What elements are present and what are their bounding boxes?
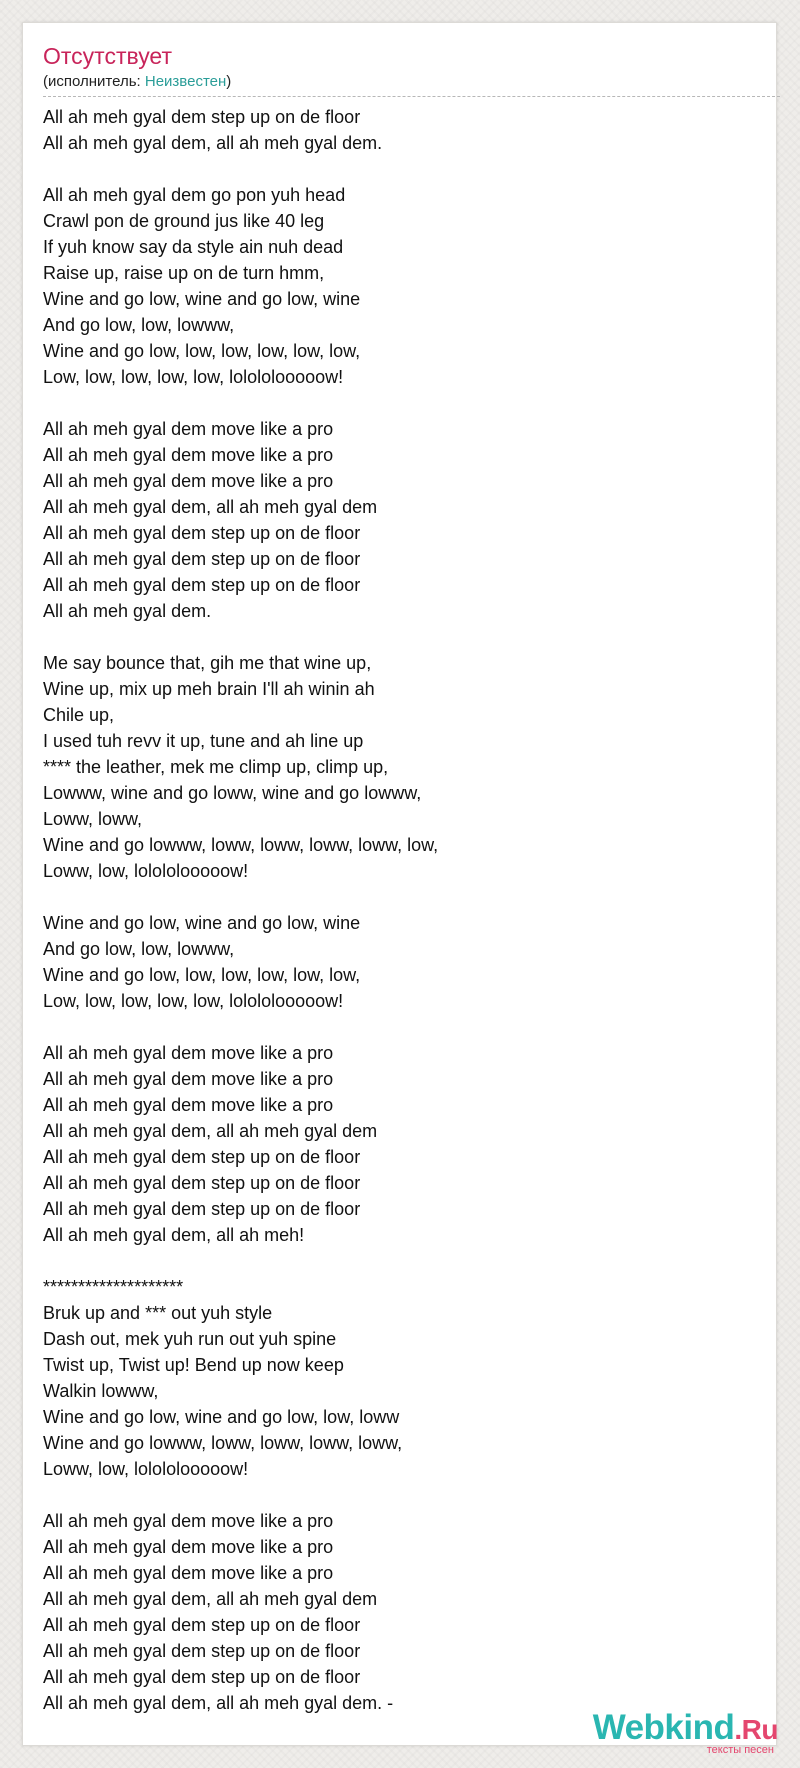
lyric-line: All ah meh gyal dem, all ah meh gyal dem. - bbox=[43, 1693, 394, 1713]
lyric-line: Lowww, wine and go loww, wine and go lowww, bbox=[43, 783, 422, 803]
lyric-line: Loww, loww, bbox=[43, 809, 143, 829]
lyrics-stanza bbox=[43, 416, 763, 624]
lyric-line: **** the leather, mek me climp up, climp up, bbox=[43, 757, 389, 777]
lyrics-stanza bbox=[43, 910, 763, 1014]
lyric-line: Dash out, mek yuh run out yuh spine bbox=[43, 1329, 337, 1349]
lyric-line: All ah meh gyal dem move like a pro bbox=[43, 471, 334, 491]
artist-line bbox=[43, 73, 231, 91]
lyric-line: All ah meh gyal dem, all ah meh gyal dem bbox=[43, 1589, 378, 1609]
lyric-line: All ah meh gyal dem, all ah meh gyal dem bbox=[43, 1121, 378, 1141]
lyric-line: Bruk up and *** out yuh style bbox=[43, 1303, 273, 1323]
header-divider bbox=[43, 96, 780, 97]
lyric-line: All ah meh gyal dem go pon yuh head bbox=[43, 185, 346, 205]
lyric-line: All ah meh gyal dem step up on de floor bbox=[43, 107, 361, 127]
lyric-line: Wine and go low, low, low, low, low, low, bbox=[43, 341, 361, 361]
lyric-line: All ah meh gyal dem move like a pro bbox=[43, 1095, 334, 1115]
lyric-line: Wine and go lowww, loww, loww, loww, loww, bbox=[43, 1433, 403, 1453]
lyric-line: If yuh know say da style ain nuh dead bbox=[43, 237, 344, 257]
lyric-line: All ah meh gyal dem step up on de floor bbox=[43, 549, 361, 569]
song-title: Отсутствует bbox=[43, 43, 172, 69]
lyric-line: Wine and go low, low, low, low, low, low, bbox=[43, 965, 361, 985]
lyric-line: All ah meh gyal dem step up on de floor bbox=[43, 1641, 361, 1661]
lyric-line: All ah meh gyal dem, all ah meh! bbox=[43, 1225, 305, 1245]
lyric-line: All ah meh gyal dem, all ah meh gyal dem bbox=[43, 497, 378, 517]
lyrics-stanza bbox=[43, 1508, 763, 1716]
lyric-line: All ah meh gyal dem step up on de floor bbox=[43, 1615, 361, 1635]
logo-name: Webkind bbox=[592, 1708, 735, 1747]
lyrics-card bbox=[22, 22, 777, 1746]
lyric-line: All ah meh gyal dem, all ah meh gyal dem. bbox=[43, 133, 383, 153]
lyric-line: All ah meh gyal dem move like a pro bbox=[43, 1511, 334, 1531]
artist-prefix: (исполнитель: bbox=[43, 73, 145, 90]
lyric-line: All ah meh gyal dem step up on de floor bbox=[43, 1667, 361, 1687]
logo-tagline: тексты песен bbox=[706, 1744, 774, 1756]
lyric-line: Wine and go low, wine and go low, low, loww bbox=[43, 1407, 400, 1427]
lyrics-body bbox=[43, 104, 763, 1742]
lyric-line: Wine and go low, wine and go low, wine bbox=[43, 289, 361, 309]
lyric-line: Walkin lowww, bbox=[43, 1381, 159, 1401]
logo-tld: .Ru bbox=[734, 1714, 778, 1745]
lyrics-stanza bbox=[43, 650, 763, 884]
lyric-line: All ah meh gyal dem move like a pro bbox=[43, 1043, 334, 1063]
logo-wordmark bbox=[593, 1710, 778, 1748]
lyric-line: Crawl pon de ground jus like 40 leg bbox=[43, 211, 325, 231]
lyric-line: Chile up, bbox=[43, 705, 115, 725]
lyric-line: All ah meh gyal dem step up on de floor bbox=[43, 1173, 361, 1193]
artist-link[interactable]: Неизвестен bbox=[144, 73, 227, 90]
lyric-line: Wine up, mix up meh brain I'll ah winin ah bbox=[43, 679, 375, 699]
lyrics-stanza bbox=[43, 1274, 763, 1482]
lyric-line: Twist up, Twist up! Bend up now keep bbox=[43, 1355, 344, 1375]
lyric-line: Low, low, low, low, low, lolololooooow! bbox=[43, 367, 344, 387]
lyrics-stanza bbox=[43, 104, 763, 156]
lyric-line: Loww, low, lolololooooow! bbox=[43, 861, 249, 881]
lyric-line: Raise up, raise up on de turn hmm, bbox=[43, 263, 325, 283]
lyric-line: ******************** bbox=[43, 1277, 184, 1297]
lyric-line: Wine and go lowww, loww, loww, loww, loww, low, bbox=[43, 835, 439, 855]
lyric-line: All ah meh gyal dem move like a pro bbox=[43, 445, 334, 465]
lyric-line: All ah meh gyal dem move like a pro bbox=[43, 1537, 334, 1557]
artist-suffix: ) bbox=[226, 73, 232, 90]
lyrics-stanza bbox=[43, 1040, 763, 1248]
lyric-line: All ah meh gyal dem move like a pro bbox=[43, 1069, 334, 1089]
lyric-line: All ah meh gyal dem step up on de floor bbox=[43, 1199, 361, 1219]
lyric-line: All ah meh gyal dem move like a pro bbox=[43, 419, 334, 439]
lyric-line: All ah meh gyal dem step up on de floor bbox=[43, 1147, 361, 1167]
lyric-line: I used tuh revv it up, tune and ah line up bbox=[43, 731, 364, 751]
lyric-line: And go low, low, lowww, bbox=[43, 939, 235, 959]
lyric-line: Wine and go low, wine and go low, wine bbox=[43, 913, 361, 933]
lyric-line: All ah meh gyal dem. bbox=[43, 601, 212, 621]
lyrics-stanza bbox=[43, 182, 763, 390]
lyric-line: Me say bounce that, gih me that wine up, bbox=[43, 653, 372, 673]
lyric-line: Low, low, low, low, low, lolololooooow! bbox=[43, 991, 344, 1011]
lyric-line: And go low, low, lowww, bbox=[43, 315, 235, 335]
lyric-line: All ah meh gyal dem move like a pro bbox=[43, 1563, 334, 1583]
lyric-line: All ah meh gyal dem step up on de floor bbox=[43, 575, 361, 595]
lyric-line: Loww, low, lolololooooow! bbox=[43, 1459, 249, 1479]
webkind-logo[interactable] bbox=[593, 1710, 778, 1756]
lyric-line: All ah meh gyal dem step up on de floor bbox=[43, 523, 361, 543]
